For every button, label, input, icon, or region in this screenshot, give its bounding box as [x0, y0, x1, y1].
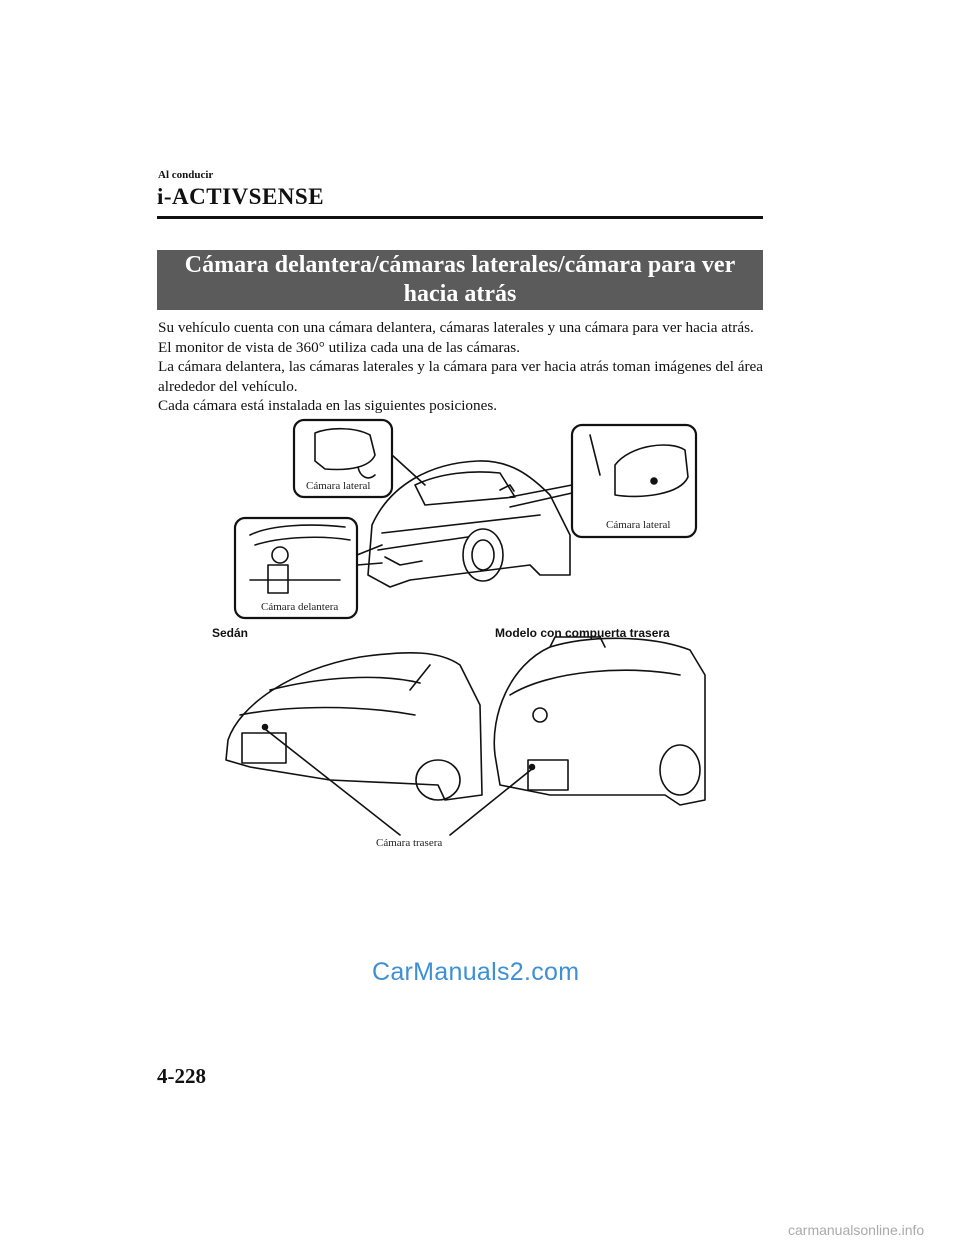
watermark-logo: CarManuals2.com [372, 958, 580, 986]
front-car-illustration [368, 461, 570, 587]
section-label: Al conducir [158, 169, 214, 181]
body-paragraph-2: La cámara delantera, las cámaras laterales y la cámara para ver hacia atrás toman imágenes del área alrededor del vehículo. [158, 358, 764, 395]
banner-title-line1: Cámara delantera/cámaras laterales/cámara para ver [184, 252, 736, 278]
sedan-rear-illustration [226, 653, 482, 800]
body-paragraph-1: Su vehículo cuenta con una cámara delantera, cámaras laterales y una cámara para ver hacia atrás. El monitor de vista de 360° utiliza cada una de las cámaras. [158, 319, 754, 356]
chapter-title: i-ACTIVSENSE [157, 184, 325, 209]
footer-site-watermark: carmanualsonline.info [788, 1222, 925, 1238]
label-side-camera-left: Cámara lateral [306, 480, 371, 492]
label-rear-camera: Cámara trasera [376, 837, 443, 849]
label-side-camera-right: Cámara lateral [606, 519, 671, 531]
camera-positions-figure [210, 415, 710, 855]
label-front-camera: Cámara delantera [261, 601, 339, 613]
section-banner [157, 250, 763, 310]
page-number: 4-228 [157, 1064, 206, 1088]
header-rule [157, 216, 763, 219]
banner-title-line2: hacia atrás [403, 281, 517, 307]
body-text [158, 318, 768, 416]
rear-camera-leader-right [450, 769, 532, 835]
heading-hatchback: Modelo con compuerta trasera [495, 626, 670, 640]
hatchback-rear-illustration [494, 637, 705, 805]
heading-sedan: Sedán [212, 626, 249, 640]
body-paragraph-3: Cada cámara está instalada en las siguientes posiciones. [158, 397, 498, 414]
